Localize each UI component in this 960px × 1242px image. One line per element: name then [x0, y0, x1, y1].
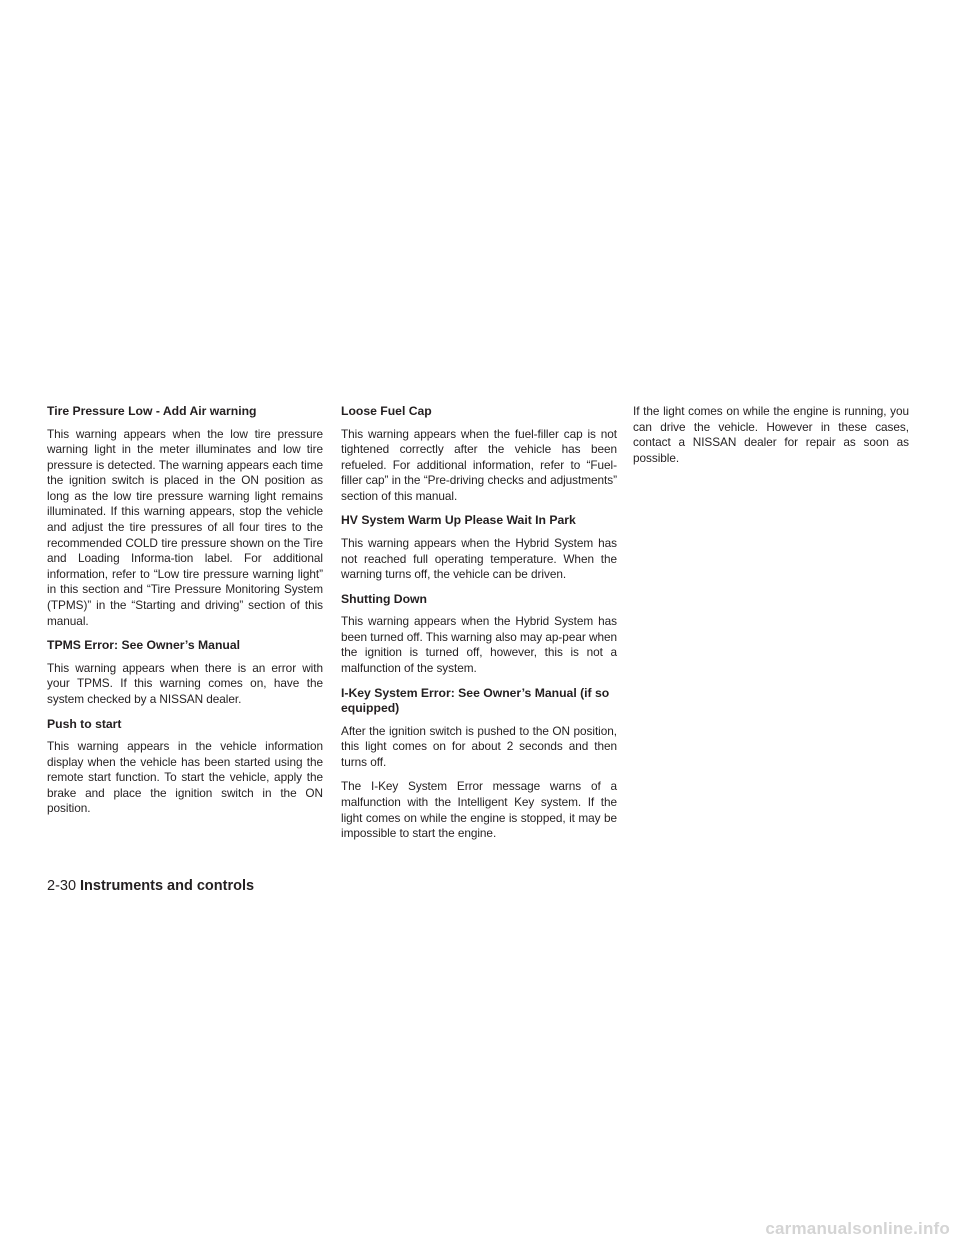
heading-tire-pressure-low: Tire Pressure Low - Add Air warning [47, 404, 257, 418]
paragraph-tire-pressure-low: This warning appears when the low tire pressure warning light in the meter illuminates and low tire pressure is detected. The warning appears each time the ignition switch is placed in the ON position as long as the low tire pressure warning light remains illuminated. If this warning appears, stop the vehicle and adjust the tire pressures of all four tires to the recommended COLD tire pressure shown on the Tire and Loading Informa-tion label. For additional information, refer to “Low tire pressure warning light” in this section and “Tire Pressure Monitoring System (TPMS)” in the “Starting and driving” section of this manual. [47, 426, 323, 628]
heading-hv-system-warm-up: HV System Warm Up Please Wait In Park [341, 513, 576, 528]
paragraph-loose-fuel-cap: This warning appears when the fuel-filler cap is not tightened correctly after the vehicle has been refueled. For additional information, refer to “Fuel-filler cap” in the “Pre-driving checks and adjustments” section of this manual. [341, 426, 617, 503]
paragraph-engine-running: If the light comes on while the engine is running, you can drive the vehicle. However in these cases, contact a NISSAN dealer for repair as soon as possible. [633, 404, 909, 465]
page-footer [47, 877, 254, 895]
heading-loose-fuel-cap: Loose Fuel Cap [341, 404, 432, 418]
paragraph-ikey-system-error-2: The I-Key System Error message warns of a malfunction with the Intelligent Key system. If the light comes on while the engine is stopped, it may be impossible to start the engine. [341, 779, 617, 841]
page-number: 2-30 [47, 878, 77, 894]
text-column-1 [47, 404, 323, 826]
heading-tpms-error: TPMS Error: See Owner’s Manual [47, 638, 241, 653]
site-watermark: carmanualsonline.info [765, 1219, 950, 1238]
heading-ikey-system-error: I-Key System Error: See Owner’s Manual (if so equipped) [341, 685, 610, 716]
section-title: Instruments and controls [80, 878, 255, 894]
heading-push-to-start: Push to start [47, 716, 122, 731]
paragraph-hv-system-warm-up: This warning appears when the Hybrid System has not reached full operating temperature. When the warning turns off, the vehicle can be driven. [341, 535, 617, 582]
heading-shutting-down: Shutting Down [341, 591, 427, 606]
paragraph-shutting-down: This warning appears when the Hybrid System has been turned off. This warning also may ap-pear when the ignition is turned off, however, this is not a malfunction of the system. [341, 614, 617, 676]
paragraph-ikey-system-error-1: After the ignition switch is pushed to the ON position, this light comes on for about 2 seconds and then turns off. [341, 723, 617, 769]
paragraph-push-to-start: This warning appears in the vehicle information display when the vehicle has been started using the remote start function. To start the vehicle, apply the brake and place the ignition switch in the ON position. [47, 739, 323, 816]
text-column-2 [341, 404, 617, 851]
text-column-3 [633, 404, 909, 475]
paragraph-tpms-error: This warning appears when there is an error with your TPMS. If this warning comes on, have the system checked by a NISSAN dealer. [47, 660, 323, 706]
